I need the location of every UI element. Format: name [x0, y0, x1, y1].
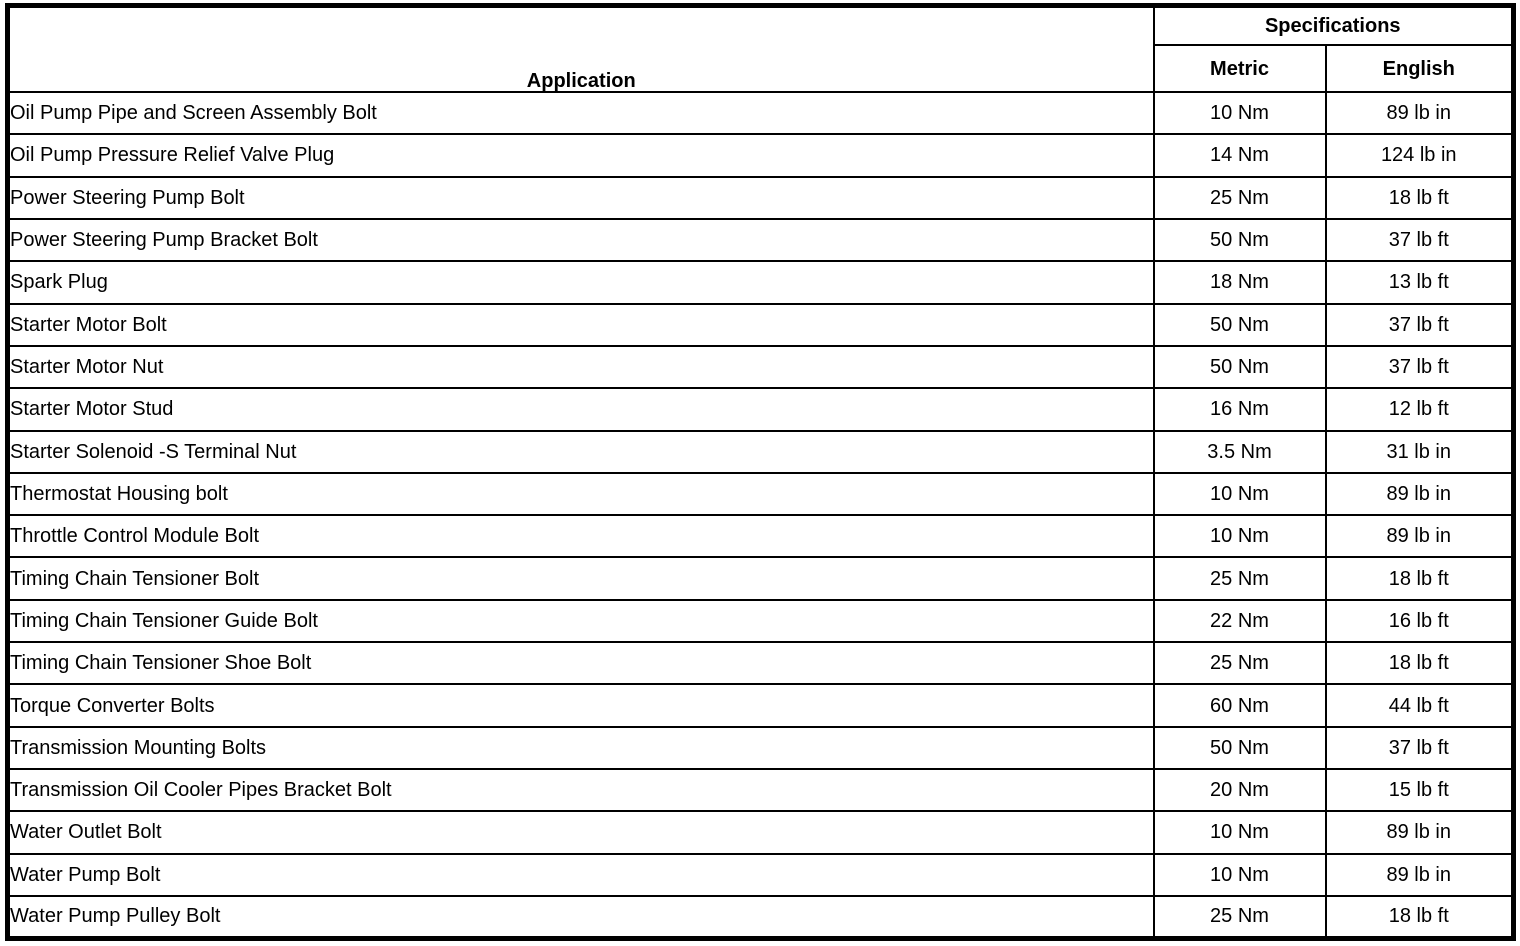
english-cell: 89 lb in	[1326, 515, 1514, 557]
english-cell: 44 lb ft	[1326, 684, 1514, 726]
english-cell: 89 lb in	[1326, 473, 1514, 515]
table-row	[8, 854, 1514, 896]
metric-cell: 10 Nm	[1154, 811, 1326, 853]
english-cell: 89 lb in	[1326, 811, 1514, 853]
metric-cell: 50 Nm	[1154, 727, 1326, 769]
application-cell: Power Steering Pump Bracket Bolt	[8, 219, 1154, 261]
english-cell: 12 lb ft	[1326, 388, 1514, 430]
application-cell: Power Steering Pump Bolt	[8, 177, 1154, 219]
table-row	[8, 431, 1514, 473]
application-cell: Water Outlet Bolt	[8, 811, 1154, 853]
metric-cell: 14 Nm	[1154, 134, 1326, 176]
application-cell: Timing Chain Tensioner Shoe Bolt	[8, 642, 1154, 684]
metric-cell: 10 Nm	[1154, 515, 1326, 557]
application-cell: Thermostat Housing bolt	[8, 473, 1154, 515]
application-cell: Timing Chain Tensioner Bolt	[8, 557, 1154, 599]
english-cell: 31 lb in	[1326, 431, 1514, 473]
metric-cell: 25 Nm	[1154, 896, 1326, 939]
metric-cell: 25 Nm	[1154, 557, 1326, 599]
table-row	[8, 346, 1514, 388]
table-row	[8, 388, 1514, 430]
english-cell: 13 lb ft	[1326, 261, 1514, 303]
application-cell: Starter Solenoid -S Terminal Nut	[8, 431, 1154, 473]
english-header: English	[1326, 45, 1514, 92]
table-row	[8, 600, 1514, 642]
application-cell: Throttle Control Module Bolt	[8, 515, 1154, 557]
application-cell: Water Pump Bolt	[8, 854, 1154, 896]
metric-cell: 25 Nm	[1154, 177, 1326, 219]
table-row	[8, 134, 1514, 176]
english-cell: 37 lb ft	[1326, 304, 1514, 346]
english-cell: 37 lb ft	[1326, 219, 1514, 261]
application-cell: Spark Plug	[8, 261, 1154, 303]
english-cell: 89 lb in	[1326, 92, 1514, 134]
metric-cell: 10 Nm	[1154, 92, 1326, 134]
table-row	[8, 642, 1514, 684]
table-row	[8, 684, 1514, 726]
table-row	[8, 727, 1514, 769]
table-row	[8, 261, 1514, 303]
metric-cell: 10 Nm	[1154, 473, 1326, 515]
table-row	[8, 473, 1514, 515]
table-row	[8, 515, 1514, 557]
table-row	[8, 811, 1514, 853]
metric-cell: 50 Nm	[1154, 304, 1326, 346]
table-row	[8, 177, 1514, 219]
metric-cell: 16 Nm	[1154, 388, 1326, 430]
application-cell: Starter Motor Stud	[8, 388, 1154, 430]
metric-cell: 50 Nm	[1154, 346, 1326, 388]
english-cell: 89 lb in	[1326, 854, 1514, 896]
metric-cell: 25 Nm	[1154, 642, 1326, 684]
table-row	[8, 557, 1514, 599]
metric-cell: 20 Nm	[1154, 769, 1326, 811]
english-cell: 37 lb ft	[1326, 727, 1514, 769]
english-cell: 15 lb ft	[1326, 769, 1514, 811]
application-header: Application	[8, 6, 1154, 93]
metric-cell: 50 Nm	[1154, 219, 1326, 261]
english-cell: 37 lb ft	[1326, 346, 1514, 388]
application-cell: Transmission Oil Cooler Pipes Bracket Bolt	[8, 769, 1154, 811]
metric-cell: 22 Nm	[1154, 600, 1326, 642]
application-cell: Transmission Mounting Bolts	[8, 727, 1154, 769]
application-cell: Torque Converter Bolts	[8, 684, 1154, 726]
english-cell: 18 lb ft	[1326, 642, 1514, 684]
english-cell: 18 lb ft	[1326, 896, 1514, 939]
application-cell: Water Pump Pulley Bolt	[8, 896, 1154, 939]
application-cell: Timing Chain Tensioner Guide Bolt	[8, 600, 1154, 642]
specifications-header: Specifications	[1154, 6, 1514, 46]
torque-specifications-table	[5, 3, 1516, 941]
metric-cell: 3.5 Nm	[1154, 431, 1326, 473]
table-row	[8, 896, 1514, 939]
metric-cell: 18 Nm	[1154, 261, 1326, 303]
application-cell: Starter Motor Nut	[8, 346, 1154, 388]
application-cell: Oil Pump Pipe and Screen Assembly Bolt	[8, 92, 1154, 134]
metric-cell: 10 Nm	[1154, 854, 1326, 896]
english-cell: 18 lb ft	[1326, 557, 1514, 599]
table-row	[8, 219, 1514, 261]
metric-header: Metric	[1154, 45, 1326, 92]
metric-cell: 60 Nm	[1154, 684, 1326, 726]
table-row	[8, 92, 1514, 134]
table-row	[8, 304, 1514, 346]
application-cell: Starter Motor Bolt	[8, 304, 1154, 346]
english-cell: 16 lb ft	[1326, 600, 1514, 642]
table-row	[8, 769, 1514, 811]
header-row-specifications	[8, 6, 1514, 46]
application-cell: Oil Pump Pressure Relief Valve Plug	[8, 134, 1154, 176]
english-cell: 124 lb in	[1326, 134, 1514, 176]
english-cell: 18 lb ft	[1326, 177, 1514, 219]
